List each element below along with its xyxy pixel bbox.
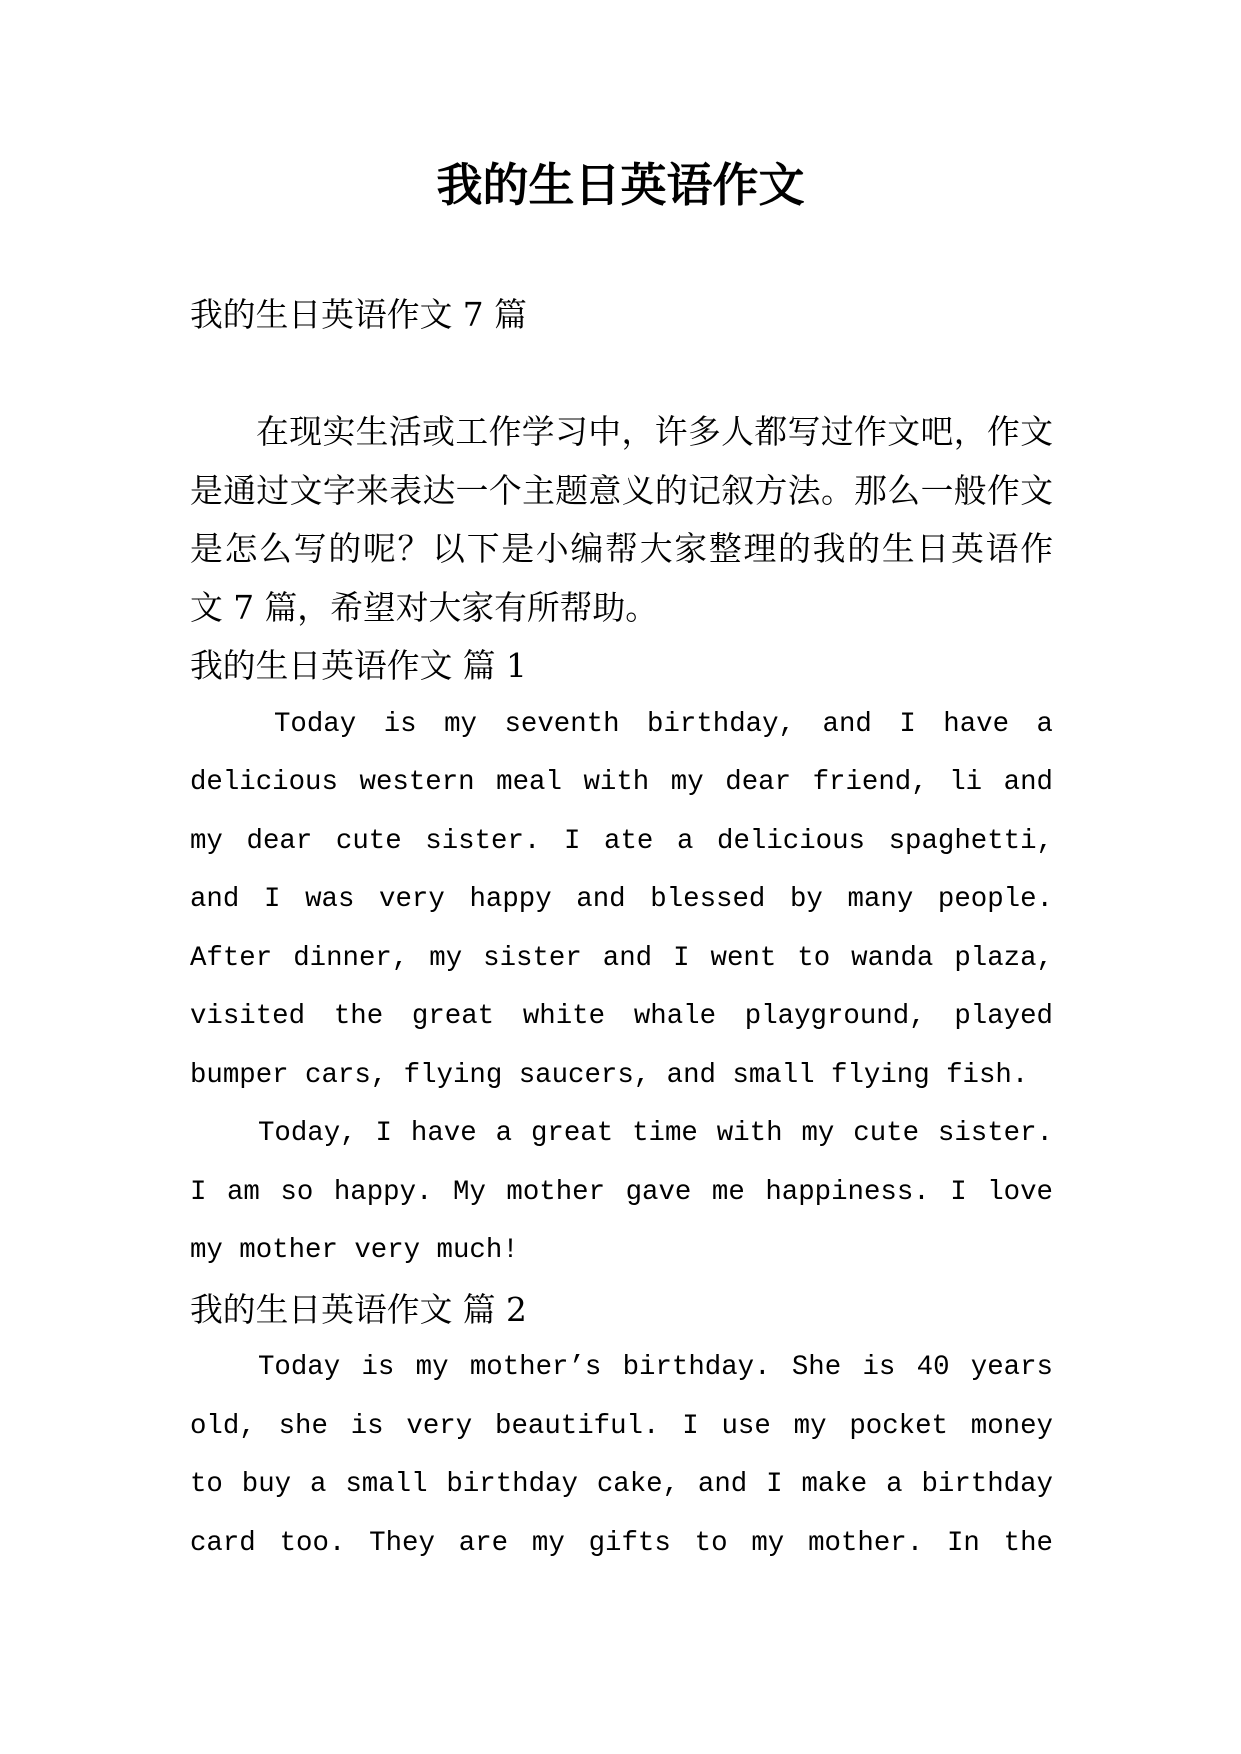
- paragraph: [190, 696, 1053, 1106]
- paragraph-line: Today is my mother’s birthday. She is 40 years: [258, 1352, 1053, 1383]
- paragraph: [190, 1105, 1053, 1281]
- paragraph-line: my mother very much!: [190, 1235, 519, 1266]
- intro-paragraph-line: 是通过文字来表达一个主题意义的记叙方法。那么一般作文: [190, 471, 1053, 510]
- paragraph-line: I am so happy. My mother gave me happiness. I love: [190, 1176, 1053, 1208]
- paragraph-line: card too. They are my gifts to my mother. In the: [190, 1527, 1053, 1559]
- paragraph-line: Today is my seventh birthday, and I have a: [274, 708, 1053, 740]
- paragraph: [190, 1339, 1053, 1573]
- section-heading: 我的生日英语作文 篇 1: [190, 647, 527, 685]
- paragraph-line: to buy a small birthday cake, and I make a birthday: [190, 1469, 1053, 1500]
- section-heading: 我的生日英语作文 篇 2: [190, 1290, 527, 1329]
- intro-paragraph-line: 文 7 篇，希望对大家有所帮助。: [190, 588, 659, 627]
- document-subtitle: 我的生日英语作文 7 篇: [190, 296, 527, 334]
- paragraph-line: bumper cars, flying saucers, and small flying fish.: [190, 1059, 1029, 1091]
- intro-paragraph-line: 是怎么写的呢？以下是小编帮大家整理的我的生日英语作: [190, 530, 1053, 568]
- document-title: 我的生日英语作文: [436, 158, 805, 212]
- paragraph-line: delicious western meal with my dear friend, li and: [190, 767, 1053, 798]
- document-body: [190, 286, 1053, 1573]
- intro-paragraph-line: 在现实生活或工作学习中，许多人都写过作文吧，作文: [256, 413, 1053, 451]
- paragraph-line: visited the great white whale playground, played: [190, 1001, 1053, 1032]
- paragraph-line: old, she is very beautiful. I use my pocket money: [190, 1410, 1053, 1442]
- blank-line: [190, 345, 1053, 404]
- section: [190, 1281, 1053, 1574]
- paragraph-line: my dear cute sister. I ate a delicious spaghetti,: [190, 825, 1053, 857]
- paragraph-line: After dinner, my sister and I went to wanda plaza,: [190, 942, 1053, 974]
- paragraph-line: and I was very happy and blessed by many people.: [190, 884, 1053, 915]
- section: [190, 637, 1053, 1281]
- intro-paragraph: [190, 403, 1053, 637]
- paragraph-line: Today, I have a great time with my cute sister.: [258, 1118, 1053, 1149]
